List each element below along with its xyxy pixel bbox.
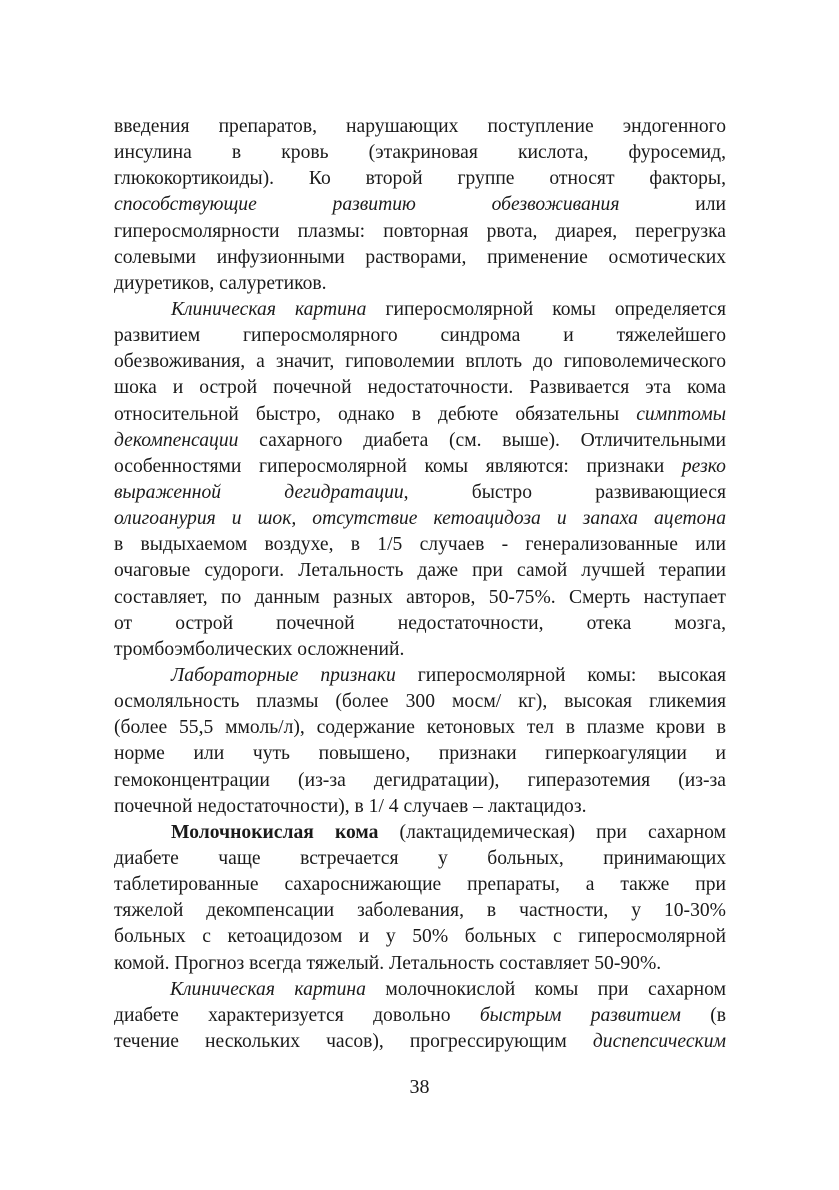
text-line: Лабораторные признаки гиперосмолярной комы: высокая (171, 664, 726, 686)
text-line: норме или чуть повышено, признаки гиперкоагуляции и (114, 743, 726, 765)
italic-term: выраженной дегидратации (114, 481, 404, 503)
page-number: 38 (409, 1076, 430, 1098)
text-line: способствующие развитию обезвоживания или (114, 194, 726, 216)
text-line: от острой почечной недостаточности, отека мозга, (114, 612, 726, 634)
italic-term: симптомы (636, 403, 726, 425)
italic-term: декомпенсации (114, 429, 239, 451)
text-line: относительной быстро, однако в дебюте обязательны симптомы (114, 403, 726, 425)
text-line: очаговые судороги. Летальность даже при самой лучшей терапии (114, 560, 726, 582)
text-line: больных с кетоацидозом и у 50% больных с гиперосмолярной (114, 926, 726, 948)
text-line: таблетированные сахароснижающие препараты, а также при (114, 874, 726, 896)
text-line: Клиническая картина молочнокислой комы при сахарном (170, 978, 726, 1000)
text-line: тромбоэмболических осложнений. (114, 638, 405, 660)
text-line: в выдыхаемом воздухе, в 1/5 случаев - генерализованные или (114, 534, 726, 556)
text-line: диуретиков, салуретиков. (114, 272, 327, 294)
text-line: диабете характеризуется довольно быстрым развитием (в (114, 1004, 726, 1026)
text-line: течение нескольких часов), прогрессирующим диспепсическим (114, 1030, 726, 1052)
text-line: осмоляльность плазмы (более 300 мосм/ кг), высокая гликемия (114, 691, 726, 713)
text-line: глюкокортикоиды). Ко второй группе относят факторы, (114, 168, 726, 190)
text-line: солевыми инфузионными растворами, применение осмотических (114, 246, 726, 268)
text-line (114, 506, 726, 532)
text-line: гемоконцентрации (из-за дегидратации), гиперазотемия (из-за (114, 769, 726, 791)
italic-term: способствующие развитию обезвоживания (114, 194, 620, 216)
text-line: Молочнокислая кома (лактацидемическая) при сахарном (171, 821, 726, 843)
italic-term: резко (681, 455, 726, 477)
text-line: тяжелой декомпенсации заболевания, в частности, у 10-30% (114, 900, 726, 922)
text-line: составляет, по данным разных авторов, 50-75%. Смерть наступает (114, 586, 726, 608)
italic-term: Лабораторные признаки (171, 664, 396, 686)
text-line: Клиническая картина гиперосмолярной комы определяется (171, 298, 726, 320)
text-line: шока и острой почечной недостаточности. Развивается эта кома (114, 377, 726, 399)
text-line: инсулина в кровь (этакриновая кислота, фуросемид, (114, 142, 726, 164)
text-line: гиперосмолярности плазмы: повторная рвота, диарея, перегрузка (114, 220, 726, 242)
text-line: почечной недостаточности), в 1/ 4 случаев – лактацидоз. (114, 795, 587, 817)
italic-term: быстрым развитием (479, 1004, 681, 1026)
text-line: особенностями гиперосмолярной комы являются: признаки резко (114, 455, 726, 477)
bold-term: Молочнокислая кома (171, 821, 379, 843)
text-line: диабете чаще встречается у больных, принимающих (114, 847, 726, 869)
text-line: выраженной дегидратации, быстро развивающиеся (114, 481, 726, 503)
text-line: комой. Прогноз всегда тяжелый. Летальность составляет 50-90%. (114, 952, 662, 974)
italic-term: диспепсическим (592, 1030, 726, 1052)
italic-term: Клиническая картина (170, 978, 366, 1000)
text-line: развитием гиперосмолярного синдрома и тяжелейшего (114, 325, 726, 347)
body-text (114, 114, 726, 1055)
text-line: обезвоживания, а значит, гиповолемии вплоть до гиповолемического (114, 351, 726, 373)
italic-term: олигоанурия и шок, отсутствие кетоацидоза и запаха ацетона (114, 508, 726, 530)
text-line: введения препаратов, нарушающих поступление эндогенного (114, 116, 726, 137)
text-line: декомпенсации сахарного диабета (см. выше). Отличительными (114, 429, 726, 451)
italic-term: Клиническая картина (171, 298, 367, 320)
text-line: (более 55,5 ммоль/л), содержание кетоновых тел в плазме крови в (114, 717, 726, 739)
